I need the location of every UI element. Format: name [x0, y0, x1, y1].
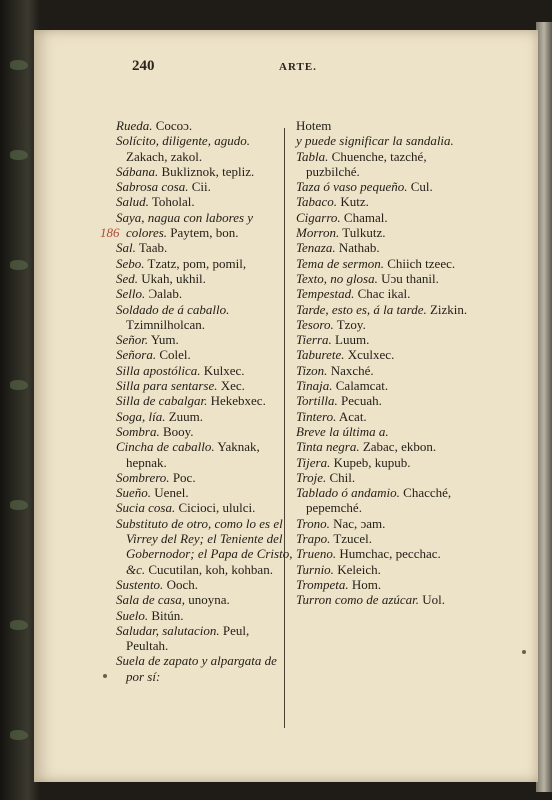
- entry-translation: Nac, ɔam.: [333, 515, 386, 531]
- dictionary-entry: [116, 194, 294, 209]
- dictionary-entry: [296, 455, 478, 470]
- spine-mark: [10, 380, 28, 390]
- entry-translation: Tzoy.: [336, 316, 366, 332]
- spine-mark: [10, 620, 28, 630]
- entry-headword: Tintero.: [296, 408, 337, 424]
- entry-headword: Texto, no glosa.: [296, 270, 378, 286]
- entry-headword: Troje.: [296, 469, 327, 485]
- entry-headword: Turnio.: [296, 561, 334, 577]
- entry-headword: Solícito, diligente, agudo.: [116, 133, 250, 149]
- entry-headword: Tabaco.: [296, 194, 338, 210]
- entry-headword: Sucia cosa.: [116, 500, 176, 516]
- entry-headword: Tizon.: [296, 362, 328, 378]
- entry-headword: Tijera.: [296, 454, 331, 470]
- entry-translation: Acat.: [338, 408, 367, 424]
- entry-headword: Breve la última a.: [296, 423, 389, 439]
- dictionary-entry: [296, 363, 478, 378]
- dictionary-entry: [296, 179, 478, 194]
- entry-headword: Cigarro.: [296, 209, 341, 225]
- dictionary-entry: [116, 363, 294, 378]
- entry-translation: Kutz.: [340, 194, 369, 210]
- entry-translation: Keleich.: [337, 561, 381, 577]
- dictionary-entry: [116, 439, 294, 470]
- entry-translation: Yum.: [150, 332, 179, 348]
- dictionary-entry: [116, 271, 294, 286]
- dictionary-entry: [296, 546, 478, 561]
- entry-headword: Tesoro.: [296, 316, 334, 332]
- entry-headword: Tenaza.: [296, 240, 336, 256]
- dictionary-entry: [116, 347, 294, 362]
- dictionary-entry: [296, 317, 478, 332]
- dictionary-entry: [116, 164, 294, 179]
- dictionary-entry: [116, 179, 294, 194]
- dictionary-entry: [116, 118, 294, 133]
- running-head: ARTE.: [279, 61, 317, 73]
- entry-translation: Chil.: [329, 469, 356, 485]
- entry-headword: Cincha de caballo.: [116, 439, 215, 455]
- entry-headword: Turron como de azúcar.: [296, 592, 420, 608]
- entry-headword: Sueño.: [116, 485, 152, 501]
- dictionary-entry: [296, 531, 478, 546]
- entry-headword: Soldado de á caballo.: [116, 301, 230, 317]
- entry-headword: Sabrosa cosa.: [116, 179, 189, 195]
- entry-headword: Silla para sentarse.: [116, 378, 218, 394]
- left-column: [116, 118, 294, 684]
- dictionary-entry: [296, 271, 478, 286]
- entry-translation: Ooch.: [166, 576, 198, 592]
- entry-translation: Toholal.: [151, 194, 195, 210]
- entry-translation: Tzatz, pom, pomil,: [147, 255, 247, 271]
- entry-headword: Sombra.: [116, 423, 160, 439]
- entry-translation: Zizkin.: [429, 301, 468, 317]
- dictionary-entry: [116, 409, 294, 424]
- dictionary-entry: [116, 393, 294, 408]
- dictionary-entry: [296, 225, 478, 240]
- entry-translation: Paytem, bon.: [170, 225, 239, 241]
- margin-note: 186: [100, 225, 120, 240]
- dictionary-entry: [116, 133, 294, 164]
- dictionary-entry: [296, 439, 478, 454]
- entry-translation: Tulkutz.: [342, 225, 386, 241]
- spine-mark: [10, 150, 28, 160]
- dictionary-entry: [116, 256, 294, 271]
- dictionary-entry: [296, 562, 478, 577]
- dictionary-entry: [296, 332, 478, 347]
- entry-translation: Luum.: [335, 332, 370, 348]
- dictionary-entry: [296, 470, 478, 485]
- dictionary-entry: [296, 424, 478, 439]
- entry-translation: Uenel.: [154, 485, 189, 501]
- dictionary-entry: [296, 485, 478, 516]
- entry-headword: Sombrero.: [116, 469, 170, 485]
- spine-mark: [10, 730, 28, 740]
- dictionary-entry: [116, 500, 294, 515]
- dictionary-entry: [296, 347, 478, 362]
- entry-translation: Nathab.: [338, 240, 380, 256]
- entry-translation: Cii.: [191, 179, 211, 195]
- entry-translation: Kulxec.: [203, 362, 245, 378]
- entry-translation: Cicioci, ululci.: [178, 500, 256, 516]
- entry-headword: Señor.: [116, 332, 149, 348]
- entry-headword: Tema de sermon.: [296, 255, 384, 271]
- entry-headword: Salud.: [116, 194, 149, 210]
- dictionary-entry: [296, 149, 478, 180]
- book-page: [34, 30, 538, 782]
- entry-headword: Suela de zapato y alpargata de por sí:: [116, 653, 277, 684]
- entry-translation: Tzucel.: [333, 531, 372, 547]
- entry-headword: Sustento.: [116, 576, 164, 592]
- entry-headword: Trapo.: [296, 531, 331, 547]
- right-column: [296, 118, 478, 608]
- entry-translation: Kupeb, kupub.: [333, 454, 411, 470]
- entry-translation: Xculxec.: [347, 347, 395, 363]
- entry-translation: Chac ikal.: [357, 286, 411, 302]
- entry-translation: Ukah, ukhil.: [141, 270, 206, 286]
- entry-translation: Chiich tzeec.: [387, 255, 456, 271]
- entry-headword: Trono.: [296, 515, 330, 531]
- entry-translation: Colel.: [159, 347, 191, 363]
- dictionary-entry: [296, 210, 478, 225]
- entry-translation: Hom.: [351, 576, 382, 592]
- entry-headword: y puede significar la sandalia.: [296, 133, 454, 149]
- entry-translation: Bukliznok, tepliz.: [161, 163, 255, 179]
- entry-translation: Cul.: [410, 179, 433, 195]
- entry-translation: Chamal.: [343, 209, 388, 225]
- entry-translation: Uol.: [422, 592, 446, 608]
- entry-translation: Cucutilan, koh, kohban.: [148, 561, 273, 577]
- dictionary-entry: [116, 470, 294, 485]
- dictionary-entry: [116, 332, 294, 347]
- entry-translation: Pecuah.: [341, 393, 382, 409]
- dictionary-entry: [296, 118, 478, 133]
- entry-translation: Poc.: [172, 469, 196, 485]
- entry-headword: Sed.: [116, 270, 139, 286]
- entry-headword: Soga, lía.: [116, 408, 166, 424]
- entry-translation: Uɔu thanil.: [381, 270, 439, 286]
- dictionary-entry: [116, 210, 294, 241]
- dictionary-entry: [296, 256, 478, 271]
- entry-translation: Tzimnilholcan.: [126, 316, 206, 332]
- entry-headword: Trueno.: [296, 546, 337, 562]
- spine-mark: [10, 500, 28, 510]
- entry-headword: Tierra.: [296, 332, 332, 348]
- entry-headword: Tarde, esto es, á la tarde.: [296, 301, 427, 317]
- entry-translation: Calamcat.: [335, 378, 389, 394]
- entry-headword: Tabla.: [296, 148, 329, 164]
- entry-translation: Peul, Peultah.: [126, 622, 250, 654]
- entry-headword: Tinta negra.: [296, 439, 360, 455]
- entry-translation: Chuenche, tazché, puzbilché.: [306, 148, 427, 179]
- entry-headword: Rueda.: [116, 118, 153, 133]
- entry-headword: Taburete.: [296, 347, 345, 363]
- entry-headword: Tortilla.: [296, 393, 338, 409]
- spine-mark: [10, 260, 28, 270]
- entry-headword: Morron.: [296, 225, 340, 241]
- dictionary-entry: [296, 393, 478, 408]
- dictionary-entry: [296, 577, 478, 592]
- dictionary-entry: [296, 286, 478, 301]
- entry-headword: Sala de casa,: [116, 592, 185, 608]
- entry-headword: Señora.: [116, 347, 157, 363]
- entry-translation: Zakach, zakol.: [126, 148, 203, 164]
- entry-headword: Suelo.: [116, 607, 149, 623]
- dictionary-entry: [116, 608, 294, 623]
- entry-headword: Saya, nagua con labores y colores.: [116, 209, 254, 241]
- entry-headword: Tempestad.: [296, 286, 355, 302]
- entry-headword: Silla de cabalgar.: [116, 393, 208, 409]
- entry-translation: Zuum.: [168, 408, 204, 424]
- dictionary-entry: [116, 592, 294, 607]
- entry-headword: Tinaja.: [296, 378, 333, 394]
- dictionary-entry: [116, 577, 294, 592]
- dictionary-entry: [116, 623, 294, 654]
- entry-translation: Xec.: [220, 378, 245, 394]
- entry-headword: Sal.: [116, 240, 136, 256]
- entry-headword: Sábana.: [116, 163, 159, 179]
- dictionary-entry: [296, 592, 478, 607]
- entry-translation: Chacché, pepemché.: [306, 485, 452, 516]
- entry-headword: Taza ó vaso pequeño.: [296, 179, 408, 195]
- dictionary-entry: [116, 302, 294, 333]
- paper-speck: [522, 650, 526, 654]
- entry-translation: unoyna.: [188, 592, 230, 608]
- entry-translation: Naxché.: [330, 362, 374, 378]
- dictionary-entry: [116, 240, 294, 255]
- entry-translation: Cocoɔ.: [155, 118, 193, 133]
- dictionary-entry: [296, 302, 478, 317]
- entry-headword: Saludar, salutacion.: [116, 622, 220, 638]
- dictionary-entry: [296, 240, 478, 255]
- dictionary-entry: [116, 485, 294, 500]
- page-number: 240: [132, 58, 155, 74]
- spine-mark: [10, 60, 28, 70]
- dictionary-entry: [116, 424, 294, 439]
- entry-headword: Silla apostólica.: [116, 362, 201, 378]
- dictionary-entry: [116, 653, 294, 684]
- entry-translation: Ɔalab.: [148, 286, 183, 302]
- dictionary-entry: [116, 378, 294, 393]
- entry-headword: Sello.: [116, 286, 146, 302]
- dictionary-entry: [116, 286, 294, 301]
- entry-translation: Zabac, ekbon.: [362, 439, 437, 455]
- dictionary-entry: [296, 378, 478, 393]
- entry-translation: Humchac, pecchac.: [339, 546, 441, 562]
- page-header: [34, 58, 538, 78]
- paper-speck: [103, 674, 107, 678]
- entry-translation: Taab.: [138, 240, 168, 256]
- entry-headword: Trompeta.: [296, 576, 349, 592]
- entry-headword: Sebo.: [116, 255, 145, 271]
- entry-translation: Hekebxec.: [210, 393, 266, 409]
- dictionary-entry: [296, 194, 478, 209]
- entry-translation: Hotem: [296, 118, 332, 133]
- entry-headword: Tablado ó andamio.: [296, 485, 400, 501]
- entry-translation: Yaknak, hepnak.: [126, 439, 260, 470]
- dictionary-entry: [116, 516, 294, 577]
- entry-translation: Bitún.: [151, 607, 184, 623]
- entry-headword: Substituto de otro, como lo es el Virrey del Rey; el Teniente del Gobernodor; el Papa de Cristo, &c.: [116, 515, 293, 577]
- dictionary-entry: [296, 516, 478, 531]
- page-edge: [536, 22, 552, 792]
- entry-translation: Booy.: [162, 423, 194, 439]
- dictionary-entry: [296, 409, 478, 424]
- dictionary-entry: [296, 133, 478, 148]
